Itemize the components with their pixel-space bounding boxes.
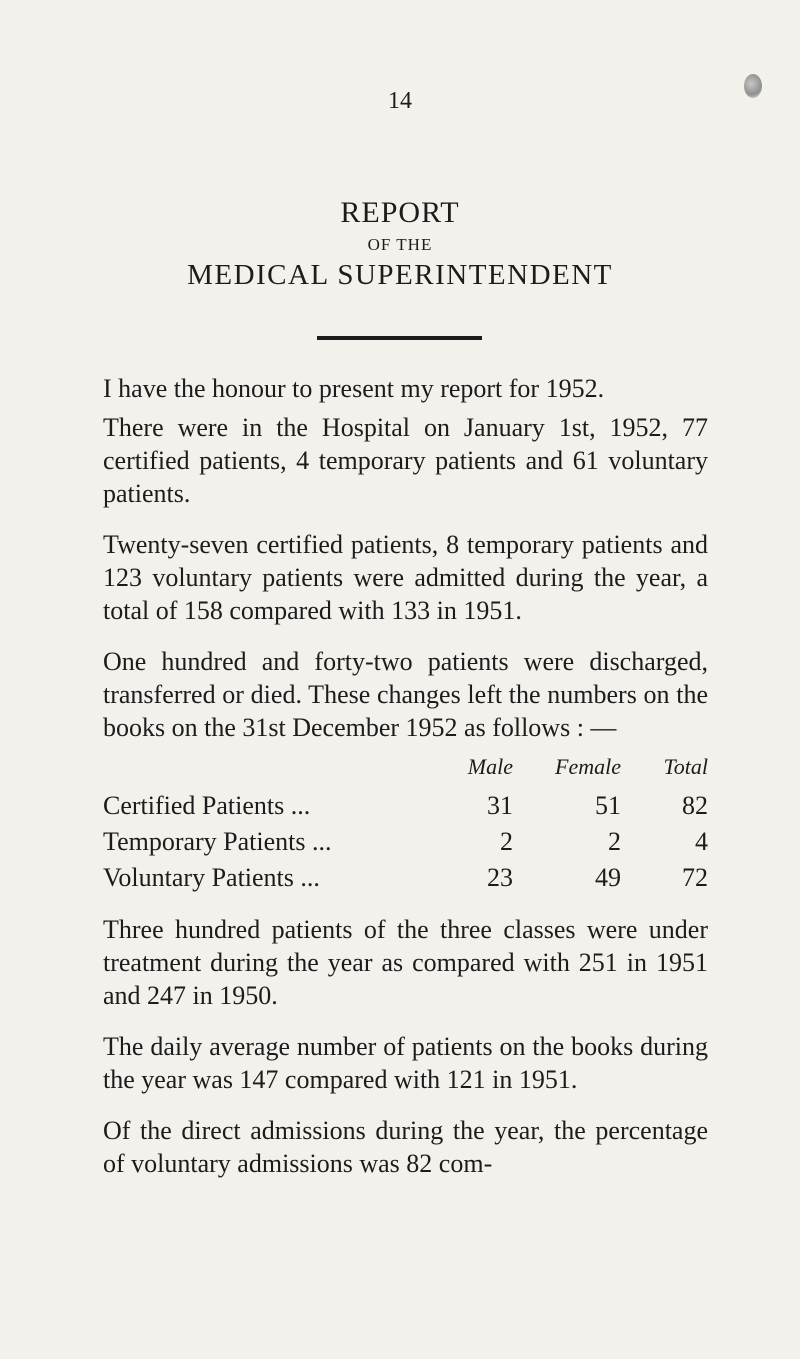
patients-table bbox=[103, 750, 708, 895]
cell-total: 4 bbox=[695, 826, 708, 856]
table-row bbox=[103, 787, 708, 823]
table-row bbox=[103, 859, 708, 895]
cell-male: 23 bbox=[487, 862, 513, 892]
table-row bbox=[103, 823, 708, 859]
row-label: Certified Patients ... bbox=[103, 790, 311, 820]
cell-total: 72 bbox=[682, 862, 708, 892]
cell-total: 82 bbox=[682, 790, 708, 820]
header-category bbox=[103, 750, 433, 787]
header-female: Female bbox=[555, 754, 621, 779]
paragraph-discharges: One hundred and forty-two patients were discharged, transferred or died. These changes left the numbers on the books on the 31st December 1952 as follows : — bbox=[103, 647, 708, 742]
report-subtitle: OF THE bbox=[367, 235, 433, 254]
paragraph-intro: I have the honour to present my report for 1952. bbox=[103, 374, 605, 403]
cell-female: 49 bbox=[595, 862, 621, 892]
cell-female: 51 bbox=[595, 790, 621, 820]
row-label: Temporary Patients ... bbox=[103, 826, 332, 856]
header-total: Total bbox=[663, 754, 708, 779]
paragraph-under-treatment: Three hundred patients of the three classes were under treatment during the year as compared with 251 in 1951 and 247 in 1950. bbox=[103, 915, 708, 1010]
paragraph-admissions: Twenty-seven certified patients, 8 temporary patients and 123 voluntary patients were admitted during the year, a total of 158 compared with 133 in 1951. bbox=[103, 530, 708, 625]
title-block bbox=[0, 196, 800, 292]
title-divider bbox=[317, 336, 482, 340]
row-label: Voluntary Patients ... bbox=[103, 862, 320, 892]
table-header-row bbox=[103, 750, 708, 787]
report-body bbox=[103, 372, 708, 1180]
paragraph-voluntary-percentage: Of the direct admissions during the year, the percentage of voluntary admissions was 82 com- bbox=[103, 1116, 708, 1178]
cell-female: 2 bbox=[608, 826, 621, 856]
page-number: 14 bbox=[388, 88, 412, 114]
paragraph-january-census: There were in the Hospital on January 1st, 1952, 77 certified patients, 4 temporary patients and 61 voluntary patients. bbox=[103, 413, 708, 508]
report-title: REPORT bbox=[340, 196, 460, 229]
report-author-title: MEDICAL SUPERINTENDENT bbox=[187, 259, 613, 291]
cell-male: 2 bbox=[500, 826, 513, 856]
paragraph-daily-average: The daily average number of patients on the books during the year was 147 compared with 121 in 1951. bbox=[103, 1032, 708, 1094]
header-male: Male bbox=[467, 754, 513, 779]
cell-male: 31 bbox=[487, 790, 513, 820]
